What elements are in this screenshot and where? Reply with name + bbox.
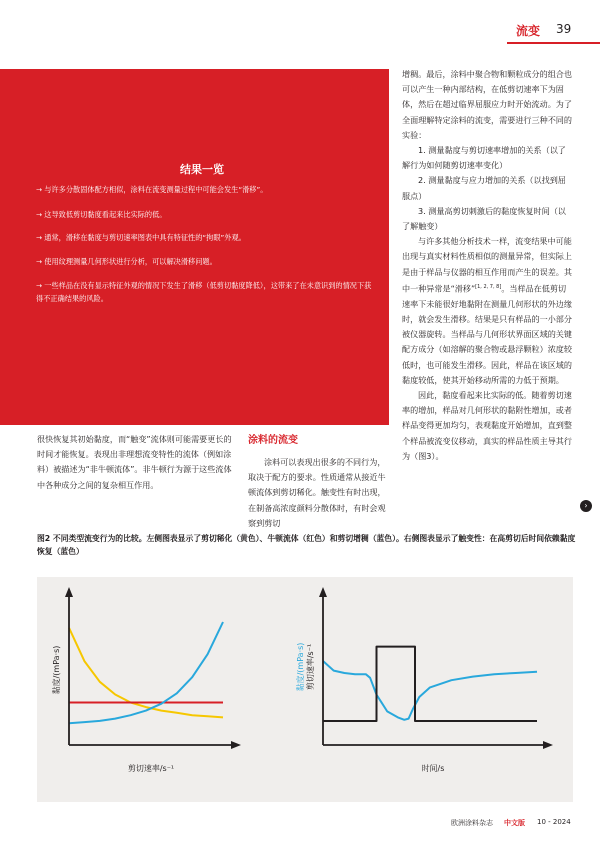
middle-column [248,455,391,531]
right-column [402,67,572,464]
summary-item-3: → 通常，滑移在黏度与剪切速率图表中具有特征性的“拘眼”外观。 [36,233,246,242]
middle-para: 涂料可以表现出很多的不同行为，取决于配方的要求。性质通常从接近牛顿流体到剪切稀化。触变性有时出现，在制备高浓度颜料分散体时，有时会观察到剪切 [248,457,386,528]
para2-text-a: 与许多其他分析技术一样，流变结果中可能出现与真实材料性质相似的测量异常，但实际上是由于样品与仪器的相互作用而产生的误差。其中一种异常是“滑移” [402,236,572,294]
left-para: 很快恢复其初始黏度，而“触变”流体则可能需要更长的时间才能恢复。表现出非理想流变特性的流体（例如涂料）被描述为“非牛顿流体”。非牛顿行为源于这些流体中各种成分之间的复杂相互作用。 [37,434,232,490]
list-item-1: 1. 测量黏度与剪切速率增加的关系（以了解行为如何随剪切速率变化） [402,145,566,171]
y-axis-arrow-icon [65,587,73,597]
right-para-2 [402,234,572,388]
series-line-1 [69,628,223,718]
y-axis-label-viscosity: 黏度/(mPa·s) [296,642,305,692]
summary-item-4: → 使用纹理测量几何形状进行分析，可以解决滑移问题。 [36,257,217,266]
series-line-2 [323,647,537,721]
chart-shear-behaviour [37,577,305,802]
chart-thixotropy [296,577,573,802]
y-axis-label-shear-rate: 剪切速率/s⁻¹ [306,643,315,691]
section-title: 流变 [516,24,541,38]
footer-issue: 10 - 2024 [537,818,571,826]
continue-arrow-icon: › [580,500,592,512]
summary-item-5: → 一些样品在没有显示特征外观的情况下发生了滑移（低剪切黏度降低），这带来了在未意识到的情况下获得不正确结果的风险。 [36,281,372,303]
series-line-1 [323,661,537,720]
footer-magazine: 欧洲涂料杂志 [451,819,493,827]
figure-caption: 图2 不同类型流变行为的比较。左侧图表显示了剪切稀化（黄色）、牛顿流体（红色）和剪切增稠（蓝色）。右侧图表显示了触变性：在高剪切后时间依赖黏度恢复（蓝色） [37,534,576,556]
footer-edition: 中文版 [504,819,525,827]
citation-ref: [1, 2, 7, 8] [475,283,502,290]
right-para-1: 增稠。最后，涂料中聚合物和颗粒成分的组合也可以产生一种内部结构，在低剪切速率下为固体，然后在超过临界屈服应力时开始流动。为了全面理解特定涂料的流变，需要进行三种不同的实验： [402,69,572,140]
right-para-3: 因此，黏度看起来比实际的低。随着剪切速率的增加，样品对几何形状的黏附性增加，或者样品变得更加均匀，表观黏度开始增加，直到整个样品被流变仪移动，真实的样品性质主导其行为（图3）。 [402,389,572,461]
list-item-2: 2. 测量黏度与应力增加的关系（以找到屈服点） [402,175,566,201]
header-rule [507,42,600,44]
page-number: 39 [556,22,572,36]
summary-item-2: → 这导致低剪切黏度看起来比实际的低。 [36,210,167,219]
list-item-3: 3. 测量高剪切刺激后的黏度恢复时间（以了解触变） [402,205,566,232]
section-heading: 涂料的流变 [248,435,298,446]
para2-text-b: 。当样品在低剪切速率下未能很好地黏附在测量几何形状的外边缘时，就会发生滑移。结果是只有样品的一小部分被仪器旋转。当样品与几何形状界面区域的关键配方成分（如溶解的聚合物或悬浮颗粒）浓度较低时，也可能发生滑移。因此，样品在该区域的黏度较低，使其开始移动所需的力低于预期。 [402,283,572,385]
y-axis-label: 黏度/(mPa·s) [52,645,61,695]
x-axis-arrow-icon [543,741,553,749]
summary-item-1: → 与许多分散固体配方相似，涂料在流变测量过程中可能会发生“滑移”。 [36,185,268,194]
y-axis-arrow-icon [319,587,327,597]
summary-title: 结果一览 [180,163,224,176]
left-column [37,432,237,493]
x-axis-arrow-icon [231,741,241,749]
x-axis-label: 剪切速率/s⁻¹ [127,764,175,773]
x-axis-label: 时间/s [421,764,445,773]
summary-box [0,69,389,425]
